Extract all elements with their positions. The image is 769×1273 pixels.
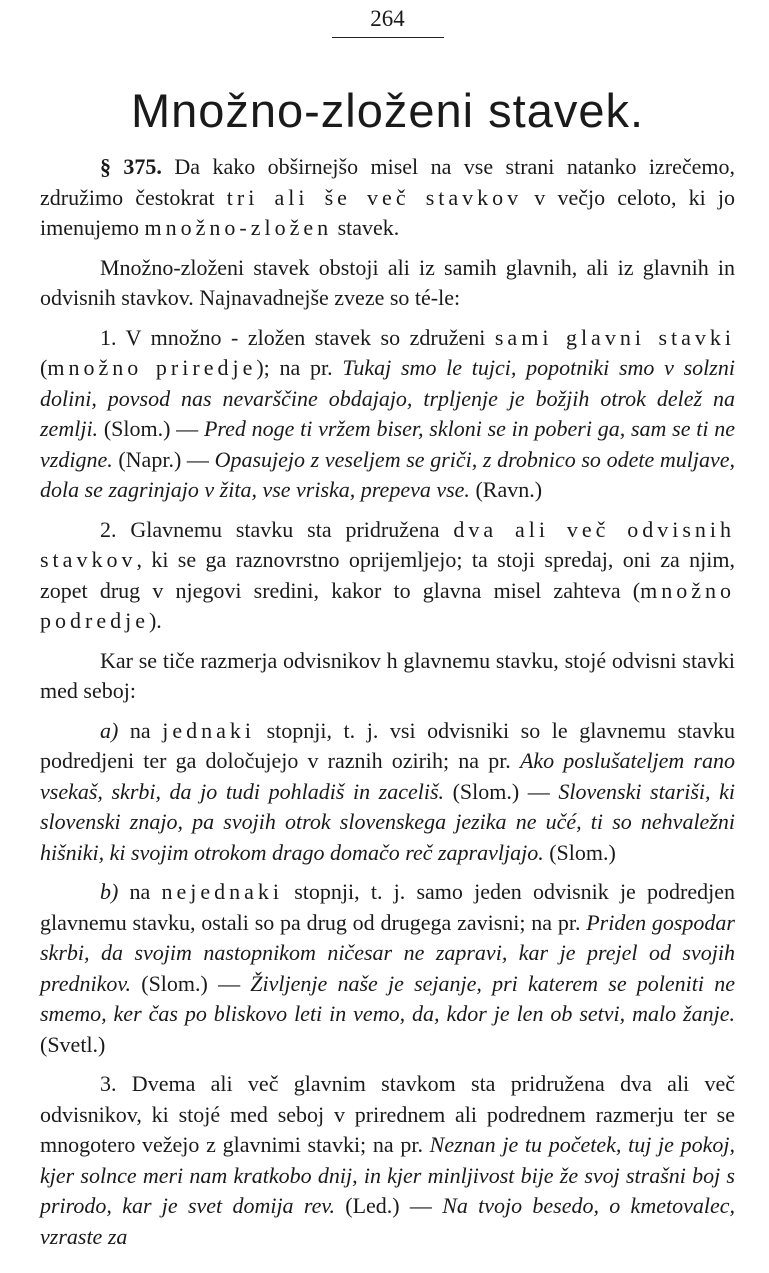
header-rule bbox=[332, 37, 444, 38]
italic-example: Pred noge ti vržem biser, skloni se in poberi ga, sam se ti ne vzdigne. bbox=[40, 416, 735, 472]
italic-example: Priden gospodar skrbi, da svojim nastopnikom ničesar ne zapravi, kar je prejel od svojih prednikov. bbox=[40, 909, 735, 996]
paragraph bbox=[40, 646, 735, 707]
text-run: ); na pr. bbox=[256, 355, 343, 380]
italic-example: Ako poslušateljem rano vsekaš, skrbi, da jo tudi pohladiš in zaceliš. bbox=[40, 748, 735, 804]
text-run: (Slom.) — bbox=[98, 416, 204, 441]
text-run: (Slom.) — bbox=[444, 778, 559, 804]
paragraph bbox=[40, 716, 735, 869]
text-run: , ki se ga raznovrstno oprijemljejo; ta stoji spredaj, oni za njim, zopet drug v njegovi sredini, kakor to glavna misel zahteva ( bbox=[40, 547, 735, 603]
italic-example: Tukaj smo le tujci, popotniki smo v solzni dolini, povsod nas nevarščine obdajajo, trpljenje je božjih otrok delež na zemlji. bbox=[40, 355, 735, 441]
text-run: ( bbox=[40, 355, 48, 380]
text-run: stopnji, t. j. samo jeden odvisnik je podredjen glavnemu stavku, ostali so pa drug od drugega zavisni; na pr. bbox=[40, 879, 735, 935]
text-run: (Svetl.) bbox=[40, 1031, 106, 1057]
page-number: 264 bbox=[370, 6, 405, 31]
spaced-term: množno priredje bbox=[47, 355, 257, 380]
text-run: na bbox=[118, 879, 162, 904]
spaced-term: množno podredje bbox=[40, 577, 735, 633]
text-run: Da kako obširnejšo misel na vse strani natanko izrečemo, združimo čestokrat bbox=[40, 154, 735, 210]
italic-example: Slovenski stariši, ki slovenski znajo, pa svojih otrok slovenskega jezika ne učé, ti so nehvaležni hišniki, ki svojim otrokom drago domačo reč zapravljajo. bbox=[40, 778, 735, 865]
text-run: stavek. bbox=[332, 215, 400, 240]
paragraph bbox=[40, 1069, 735, 1252]
paragraph bbox=[40, 253, 735, 314]
italic-example: Na tvojo besedo, o kmetovalec, vzraste za bbox=[40, 1193, 735, 1249]
italic-example: Opasujejo z veseljem se griči, z drobnico so odete muljave, dola se zagrinjajo v žita, vse vriska, prepeva vse. bbox=[40, 446, 736, 502]
chapter-title: Množno-zloženi stavek. bbox=[130, 84, 645, 137]
spaced-term: jednaki bbox=[162, 717, 256, 743]
italic-example: b) bbox=[100, 879, 119, 904]
text-run: stopnji, t. j. vsi odvisniki so le glavnemu stavku podredjeni ter ga določujejo v raznih ozirih; na pr. bbox=[40, 717, 736, 773]
section-mark: § 375. bbox=[100, 154, 162, 179]
text-run: (Slom.) — bbox=[131, 970, 251, 996]
text-run: (Napr.) — bbox=[112, 446, 215, 472]
spaced-term: nejednaki bbox=[161, 879, 284, 904]
text-run: (Led.) — bbox=[334, 1193, 443, 1218]
spaced-term: dva ali več odvisnih stavkov bbox=[40, 516, 735, 572]
text-run: (Slom.) bbox=[543, 839, 616, 865]
text-run: (Ravn.) bbox=[469, 477, 543, 502]
text-run: na bbox=[118, 717, 163, 743]
paragraph bbox=[40, 515, 735, 637]
text-run: 1. V množno - zložen stavek so združeni bbox=[100, 324, 495, 350]
spaced-term: sami glavni stavki bbox=[494, 324, 736, 350]
paragraph bbox=[40, 877, 735, 1060]
text-run: v večjo celoto, ki jo imenujemo bbox=[40, 184, 735, 240]
spaced-term: množno-zložen bbox=[144, 215, 333, 240]
text-run: 3. Dvema ali več glavnim stavkom sta pridružena dva ali več odvisnikov, ki stojé med seboj v prirednem ali podrednem razmerju ter se mnogotero vežejo z glavnimi stavki; na pr. bbox=[40, 1071, 735, 1157]
text-run: ). bbox=[148, 608, 162, 633]
text-run: Množno-zloženi stavek obstoji ali iz samih glavnih, ali iz glavnih in odvisnih stavkov. Najnavadnejše zveze so té-le: bbox=[40, 254, 735, 310]
spaced-term: tri ali še več stavkov bbox=[226, 184, 523, 210]
body-text bbox=[40, 152, 735, 1252]
italic-example: Neznan je tu početek, tuj je pokoj, kjer solnce meri nam kratkobo dnij, in kjer minljivost bije že svoj strašni boj s prirodo, kar je svet domija rev. bbox=[40, 1132, 735, 1218]
italic-example: Življenje naše je sejanje, pri katerem se poleniti ne smemo, ker čas po bliskovo leti in vemo, da, kdor je len ob setvi, malo žanje. bbox=[40, 970, 735, 1026]
paragraph bbox=[40, 323, 735, 506]
italic-example: a) bbox=[100, 717, 119, 743]
text-run: 2. Glavnemu stavku sta pridružena bbox=[100, 516, 454, 542]
paragraph bbox=[40, 152, 735, 244]
text-run: Kar se tiče razmerja odvisnikov h glavnemu stavku, stojé odvisni stavki med seboj: bbox=[40, 647, 735, 703]
